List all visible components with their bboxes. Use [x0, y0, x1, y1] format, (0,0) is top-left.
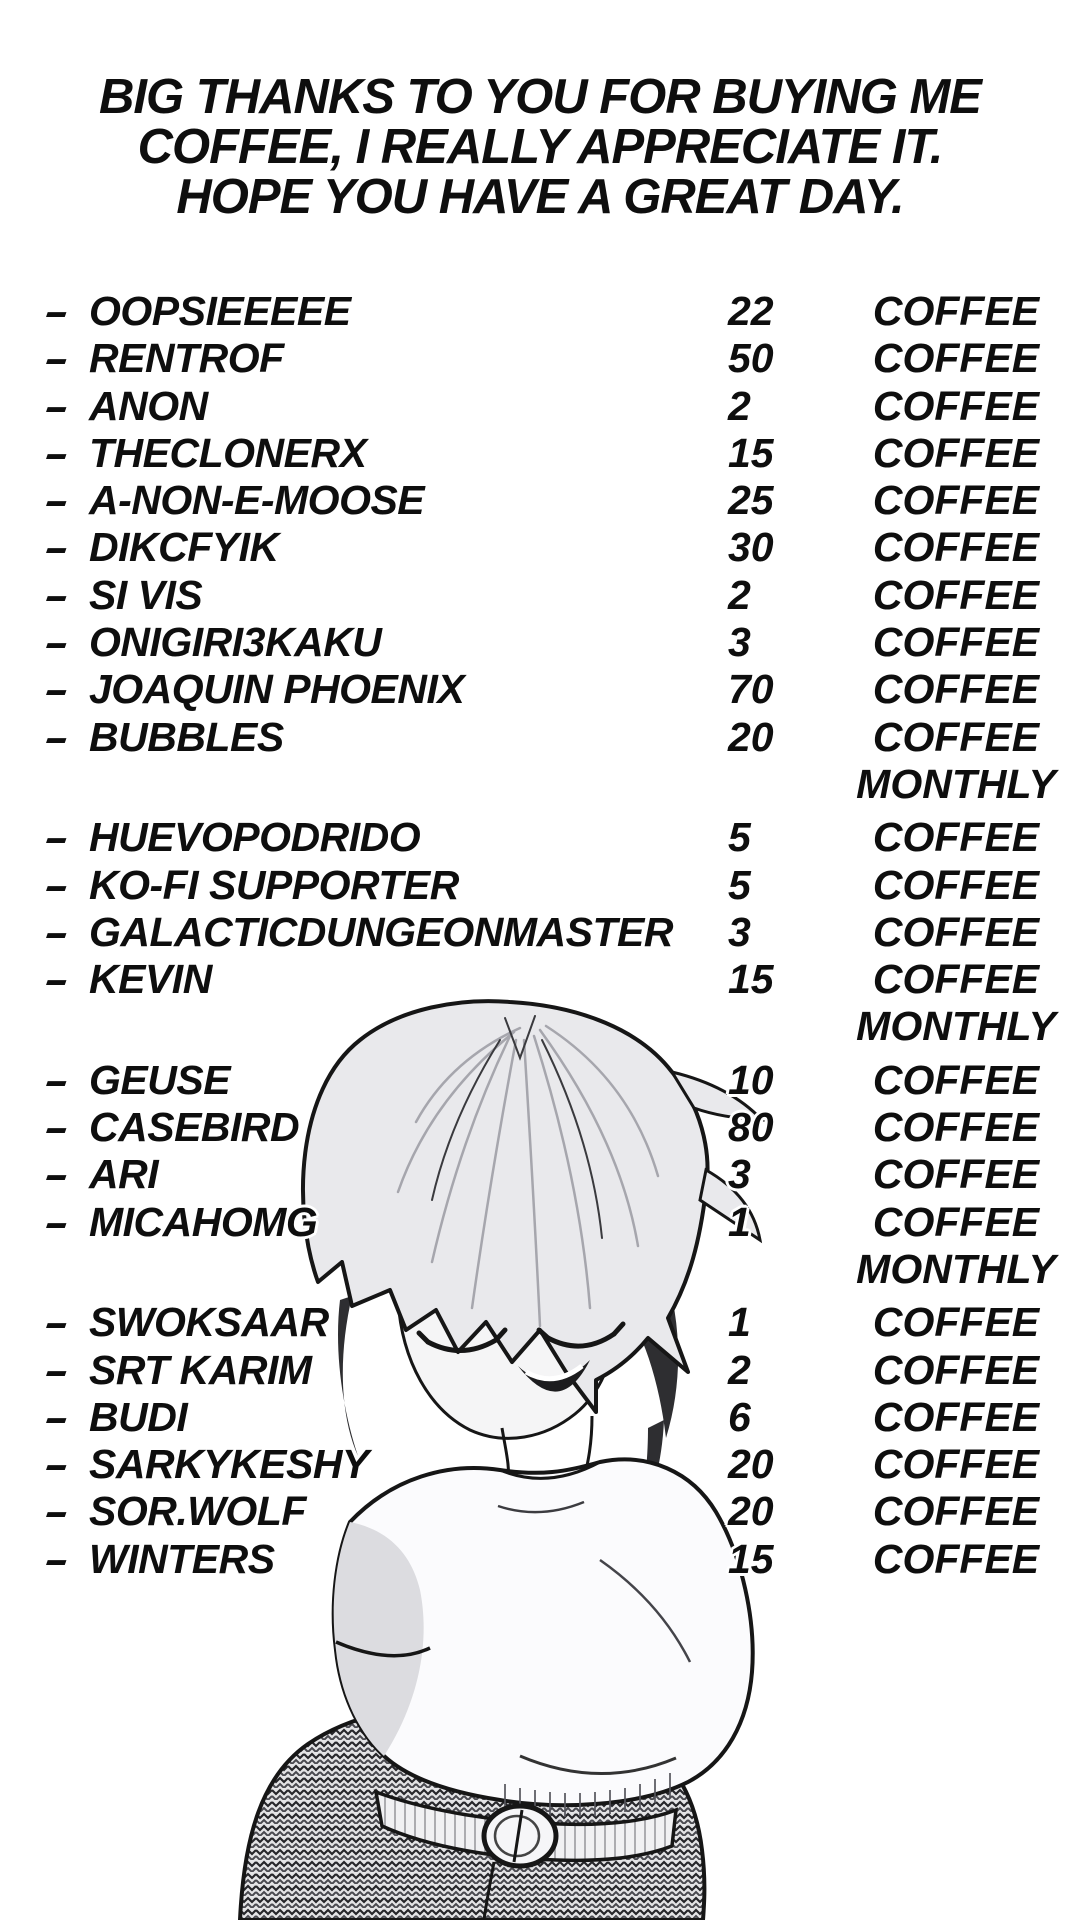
support-type-label: MONTHLY	[856, 1245, 1056, 1292]
coffee-count: 20	[728, 1488, 774, 1535]
list-dash: -	[44, 1104, 69, 1151]
supporter-name: KO-FI SUPPORTER	[89, 861, 459, 908]
header-line-1: BIG THANKS TO YOU FOR BUYING ME	[99, 70, 981, 124]
supporter-name: CASEBIRD	[89, 1104, 300, 1151]
support-type-label: COFFEE	[872, 1535, 1040, 1582]
supporter-row	[0, 761, 1080, 808]
list-dash: -	[44, 524, 69, 571]
supporter-name: SRT KARIM	[89, 1346, 312, 1393]
supporter-name: ONIGIRI3KAKU	[89, 619, 382, 666]
supporter-row	[0, 383, 1080, 430]
coffee-count: 20	[728, 713, 774, 760]
list-dash: -	[44, 571, 69, 618]
coffee-count: 20	[728, 1441, 774, 1488]
coffee-count: 80	[728, 1104, 774, 1151]
support-type-label: COFFEE	[872, 1299, 1040, 1346]
support-type-label: COFFEE	[872, 288, 1040, 334]
supporter-row	[0, 1488, 1080, 1535]
list-dash: -	[44, 1299, 69, 1346]
supporter-name: HUEVOPODRIDO	[89, 814, 421, 861]
list-dash: -	[44, 1056, 69, 1103]
support-type-label: COFFEE	[872, 382, 1040, 429]
supporter-row	[0, 1536, 1080, 1583]
supporter-name: OOPSIEEEEE	[89, 288, 351, 334]
list-dash: -	[44, 713, 69, 760]
coffee-count: 10	[728, 1056, 774, 1103]
supporter-row	[0, 1104, 1080, 1151]
supporter-name: BUDI	[89, 1393, 188, 1440]
supporter-row	[0, 1246, 1080, 1293]
header-line-2: COFFEE, I REALLY APPRECIATE IT.	[137, 120, 943, 174]
coffee-count: 25	[728, 477, 774, 524]
list-dash: -	[44, 1393, 69, 1440]
coffee-count: 22	[728, 288, 774, 334]
coffee-count: 15	[728, 956, 774, 1003]
supporter-row	[0, 714, 1080, 761]
support-type-label: COFFEE	[872, 1441, 1040, 1488]
supporter-name: JOAQUIN PHOENIX	[89, 666, 465, 713]
supporter-name: MICAHOMG	[89, 1198, 318, 1245]
support-type-label: COFFEE	[872, 1151, 1040, 1198]
list-dash: -	[44, 382, 69, 429]
support-type-label: COFFEE	[872, 1056, 1040, 1103]
coffee-count: 5	[728, 814, 751, 861]
supporter-name: ANON	[89, 382, 208, 429]
supporter-name: SI VIS	[89, 571, 203, 618]
coffee-count: 15	[728, 1535, 774, 1582]
coffee-count: 3	[728, 908, 751, 955]
supporter-name: BUBBLES	[89, 713, 284, 760]
supporter-row	[0, 666, 1080, 713]
support-type-label: COFFEE	[872, 429, 1040, 476]
support-type-label: COFFEE	[872, 477, 1040, 524]
support-type-label: COFFEE	[872, 1346, 1040, 1393]
coffee-count: 1	[728, 1299, 751, 1346]
list-dash: -	[44, 956, 69, 1003]
supporter-name: KEVIN	[89, 956, 212, 1003]
coffee-count: 1	[728, 1198, 751, 1245]
coffee-count: 6	[728, 1393, 751, 1440]
header-line-3: HOPE YOU HAVE A GREAT DAY.	[176, 170, 904, 224]
supporter-name: SARKYKESHY	[89, 1441, 369, 1488]
support-type-label: MONTHLY	[856, 1003, 1056, 1050]
support-type-label: COFFEE	[872, 524, 1040, 571]
thank-you-header	[0, 72, 1080, 222]
supporter-name: GALACTICDUNGEONMASTER	[89, 908, 673, 955]
support-type-label: COFFEE	[872, 1198, 1040, 1245]
list-dash: -	[44, 814, 69, 861]
supporter-row	[0, 572, 1080, 619]
list-dash: -	[44, 1151, 69, 1198]
supporter-row	[0, 288, 1080, 335]
supporter-row	[0, 524, 1080, 571]
supporter-row	[0, 956, 1080, 1003]
supporter-name: GEUSE	[89, 1056, 231, 1103]
support-type-label: COFFEE	[872, 619, 1040, 666]
supporter-row	[0, 477, 1080, 524]
list-dash: -	[44, 619, 69, 666]
supporter-name: ARI	[89, 1151, 159, 1198]
support-type-label: COFFEE	[872, 335, 1040, 382]
supporter-row	[0, 1199, 1080, 1246]
supporter-name: SWOKSAAR	[89, 1299, 329, 1346]
coffee-count: 70	[728, 666, 774, 713]
coffee-count: 5	[728, 861, 751, 908]
supporter-name: WINTERS	[89, 1535, 275, 1582]
supporter-row	[0, 862, 1080, 909]
support-type-label: COFFEE	[872, 956, 1040, 1003]
supporter-row	[0, 814, 1080, 861]
list-dash: -	[44, 477, 69, 524]
support-type-label: COFFEE	[872, 814, 1040, 861]
list-dash: -	[44, 666, 69, 713]
supporter-row	[0, 909, 1080, 956]
supporter-row	[0, 1347, 1080, 1394]
coffee-count: 2	[728, 1346, 751, 1393]
list-dash: -	[44, 1346, 69, 1393]
support-type-label: COFFEE	[872, 1104, 1040, 1151]
supporter-row	[0, 1151, 1080, 1198]
support-type-label: COFFEE	[872, 861, 1040, 908]
support-type-label: COFFEE	[872, 1393, 1040, 1440]
supporter-row	[0, 1441, 1080, 1488]
supporters-list	[0, 288, 1080, 1583]
supporter-name: A-NON-E-MOOSE	[89, 477, 425, 524]
support-type-label: MONTHLY	[856, 760, 1056, 807]
coffee-count: 50	[728, 335, 774, 382]
coffee-count: 30	[728, 524, 774, 571]
coffee-count: 2	[728, 571, 751, 618]
list-dash: -	[44, 1441, 69, 1488]
support-type-label: COFFEE	[872, 908, 1040, 955]
supporter-row	[0, 1057, 1080, 1104]
support-type-label: COFFEE	[872, 713, 1040, 760]
list-dash: -	[44, 288, 69, 334]
support-type-label: COFFEE	[872, 1488, 1040, 1535]
supporter-row	[0, 430, 1080, 477]
supporter-row	[0, 1299, 1080, 1346]
coffee-count: 2	[728, 382, 751, 429]
coffee-count: 3	[728, 619, 751, 666]
list-dash: -	[44, 1198, 69, 1245]
list-dash: -	[44, 1488, 69, 1535]
supporter-row	[0, 619, 1080, 666]
support-type-label: COFFEE	[872, 666, 1040, 713]
supporter-name: SOR.WOLF	[89, 1488, 306, 1535]
list-dash: -	[44, 1535, 69, 1582]
coffee-count: 15	[728, 429, 774, 476]
supporter-name: THECLONERX	[89, 429, 367, 476]
supporter-name: DIKCFYIK	[89, 524, 279, 571]
supporter-name: RENTROF	[89, 335, 284, 382]
supporter-row	[0, 335, 1080, 382]
list-dash: -	[44, 908, 69, 955]
supporter-row	[0, 1003, 1080, 1050]
support-type-label: COFFEE	[872, 571, 1040, 618]
list-dash: -	[44, 861, 69, 908]
list-dash: -	[44, 335, 69, 382]
coffee-count: 3	[728, 1151, 751, 1198]
list-dash: -	[44, 429, 69, 476]
supporter-row	[0, 1394, 1080, 1441]
